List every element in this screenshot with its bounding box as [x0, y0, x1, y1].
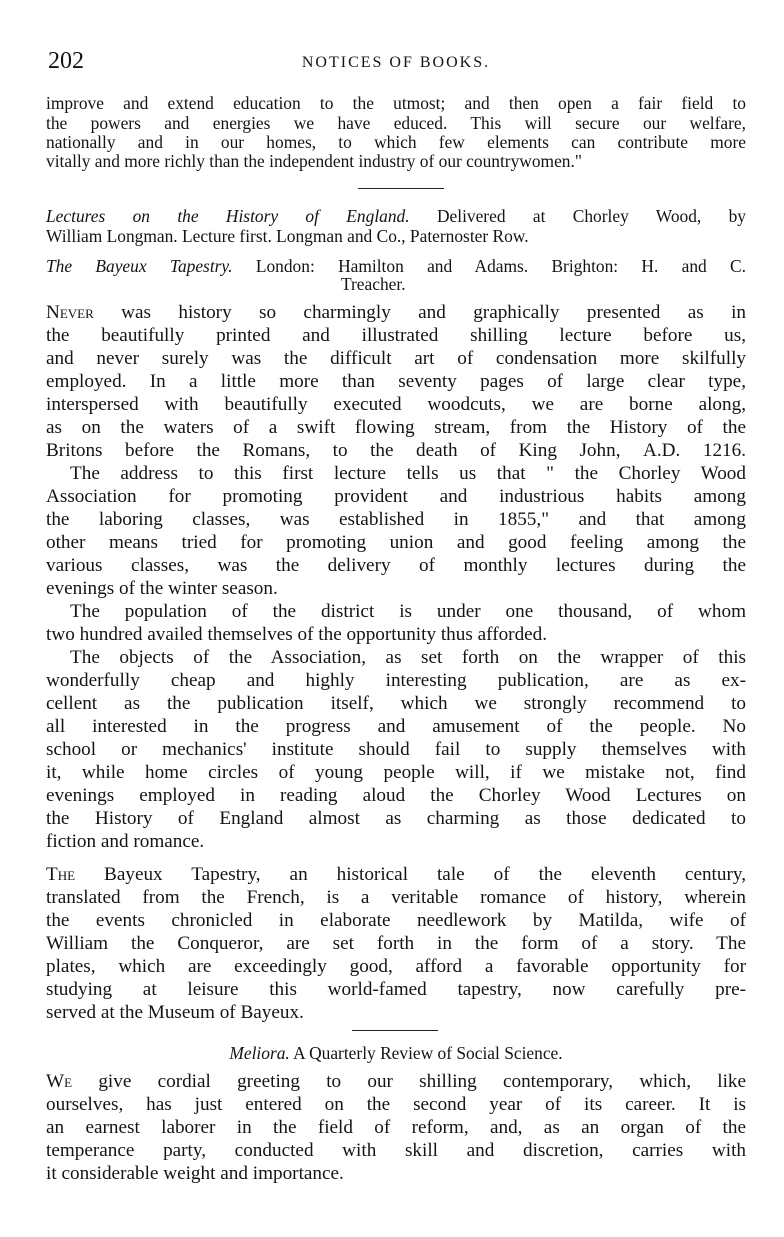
citation2-line2: Treacher. [341, 274, 406, 294]
citation1-title: Lectures on the History of England. [46, 206, 410, 226]
para5-line: William the Conqueror, are set forth in the form of a story. The [46, 933, 746, 954]
review2-line [46, 1072, 746, 1091]
para1-line: employed. In a little more than seventy pages of large clear type, [46, 371, 746, 392]
para4-line: evenings employed in reading aloud the Chorley Wood Lectures on [46, 785, 746, 806]
para1-line: the beautifully printed and illustrated shilling lecture before us, [46, 325, 746, 346]
quote-line: vitally and more richly than the independent industry of our countrywomen." [46, 151, 582, 171]
para1-line [46, 303, 746, 322]
review2-line: temperance party, conducted with skill and discretion, carries with [46, 1140, 746, 1161]
para2-line: the laboring classes, was established in 1855," and that among [46, 509, 746, 530]
para3-line: The population of the district is under one thousand, of whom [70, 601, 746, 622]
para5-line: plates, which are exceedingly good, afford a favorable opportunity for [46, 956, 746, 977]
para1-line: as on the waters of a swift flowing stream, from the History of the [46, 417, 746, 438]
para4-line: the History of England almost as charming as those dedicated to [46, 808, 746, 829]
para4-line: cellent as the publication itself, which we strongly recommend to [46, 693, 746, 714]
citation2-title: The Bayeux Tapestry. [46, 256, 233, 276]
page-header [46, 48, 746, 78]
para1-first-line-rest: was history so charmingly and graphically presented as in [121, 302, 746, 323]
para1-line: and never surely was the difficult art of condensation more skilfully [46, 348, 746, 369]
para5-line: the events chronicled in elaborate needlework by Matilda, wife of [46, 910, 746, 931]
para1-dropword: Never [46, 302, 94, 323]
review2-line: ourselves, has just entered on the second year of its career. It is [46, 1094, 746, 1115]
para2-line: various classes, was the delivery of monthly lectures during the [46, 555, 746, 576]
para4-line: it, while home circles of young people will, if we mistake not, find [46, 762, 746, 783]
para4-line: wonderfully cheap and highly interesting publication, are as ex- [46, 670, 746, 691]
para3-line: two hundred availed themselves of the opportunity thus afforded. [46, 624, 548, 645]
meliora-title: Meliora. [229, 1043, 290, 1063]
review2-line: it considerable weight and importance. [46, 1163, 344, 1184]
section-divider [358, 188, 444, 189]
para2-line: Association for promoting provident and industrious habits among [46, 486, 746, 507]
para1-era: A.D. [643, 440, 681, 461]
para4-line: fiction and romance. [46, 831, 205, 852]
para5-line [46, 865, 746, 884]
para4-line: all interested in the progress and amusement of the people. No [46, 716, 746, 737]
citation1-line1 [46, 208, 746, 225]
citation1-line2: William Longman. Lecture first. Longman and Co., Paternoster Row. [46, 226, 529, 246]
review2-line: an earnest laborer in the field of reform, and, as an organ of the [46, 1117, 746, 1138]
para1-last-line-text: Britons before the Romans, to the death of King John, [46, 440, 621, 461]
section-divider [352, 1030, 438, 1031]
quote-line: improve and extend education to the utmost; and then open a fair field to [46, 93, 746, 113]
quote-line: the powers and energies we have educed. This will secure our welfare, [46, 113, 746, 133]
page-number: 202 [48, 48, 84, 74]
para4-line: school or mechanics' institute should fail to supply themselves with [46, 739, 746, 760]
citation2-line1-rest: London: Hamilton and Adams. Brighton: H. and C. [255, 256, 746, 276]
para5-line: studying at leisure this world-famed tapestry, now carefully pre- [46, 979, 746, 1000]
para2-line: evenings of the winter season. [46, 578, 278, 599]
para5-line: translated from the French, is a veritable romance of history, wherein [46, 887, 746, 908]
para5-dropword: The [46, 864, 76, 885]
para1-line: interspersed with beautifully executed woodcuts, we are borne along, [46, 394, 746, 415]
meliora-subtitle: A Quarterly Review of Social Science. [293, 1043, 563, 1063]
para4-line: The objects of the Association, as set forth on the wrapper of this [70, 647, 746, 668]
running-title: NOTICES OF BOOKS. [301, 54, 491, 71]
para2-line: The address to this first lecture tells us that " the Chorley Wood [70, 463, 746, 484]
review2-dropword: We [46, 1071, 73, 1092]
review2-first-line-rest: give cordial greeting to our shilling contemporary, which, like [98, 1071, 747, 1092]
para1-year: 1216. [702, 440, 747, 461]
para1-line [46, 441, 746, 460]
para5-line: served at the Museum of Bayeux. [46, 1002, 304, 1023]
citation1-line1-rest: Delivered at Chorley Wood, by [436, 206, 746, 226]
para5-first-line-rest: Bayeux Tapestry, an historical tale of the eleventh century, [104, 864, 747, 885]
quote-line: nationally and in our homes, to which few elements can contribute more [46, 132, 746, 152]
citation2-line1 [46, 258, 746, 275]
para2-line: other means tried for promoting union and good feeling among the [46, 532, 746, 553]
meliora-citation [46, 1045, 746, 1062]
